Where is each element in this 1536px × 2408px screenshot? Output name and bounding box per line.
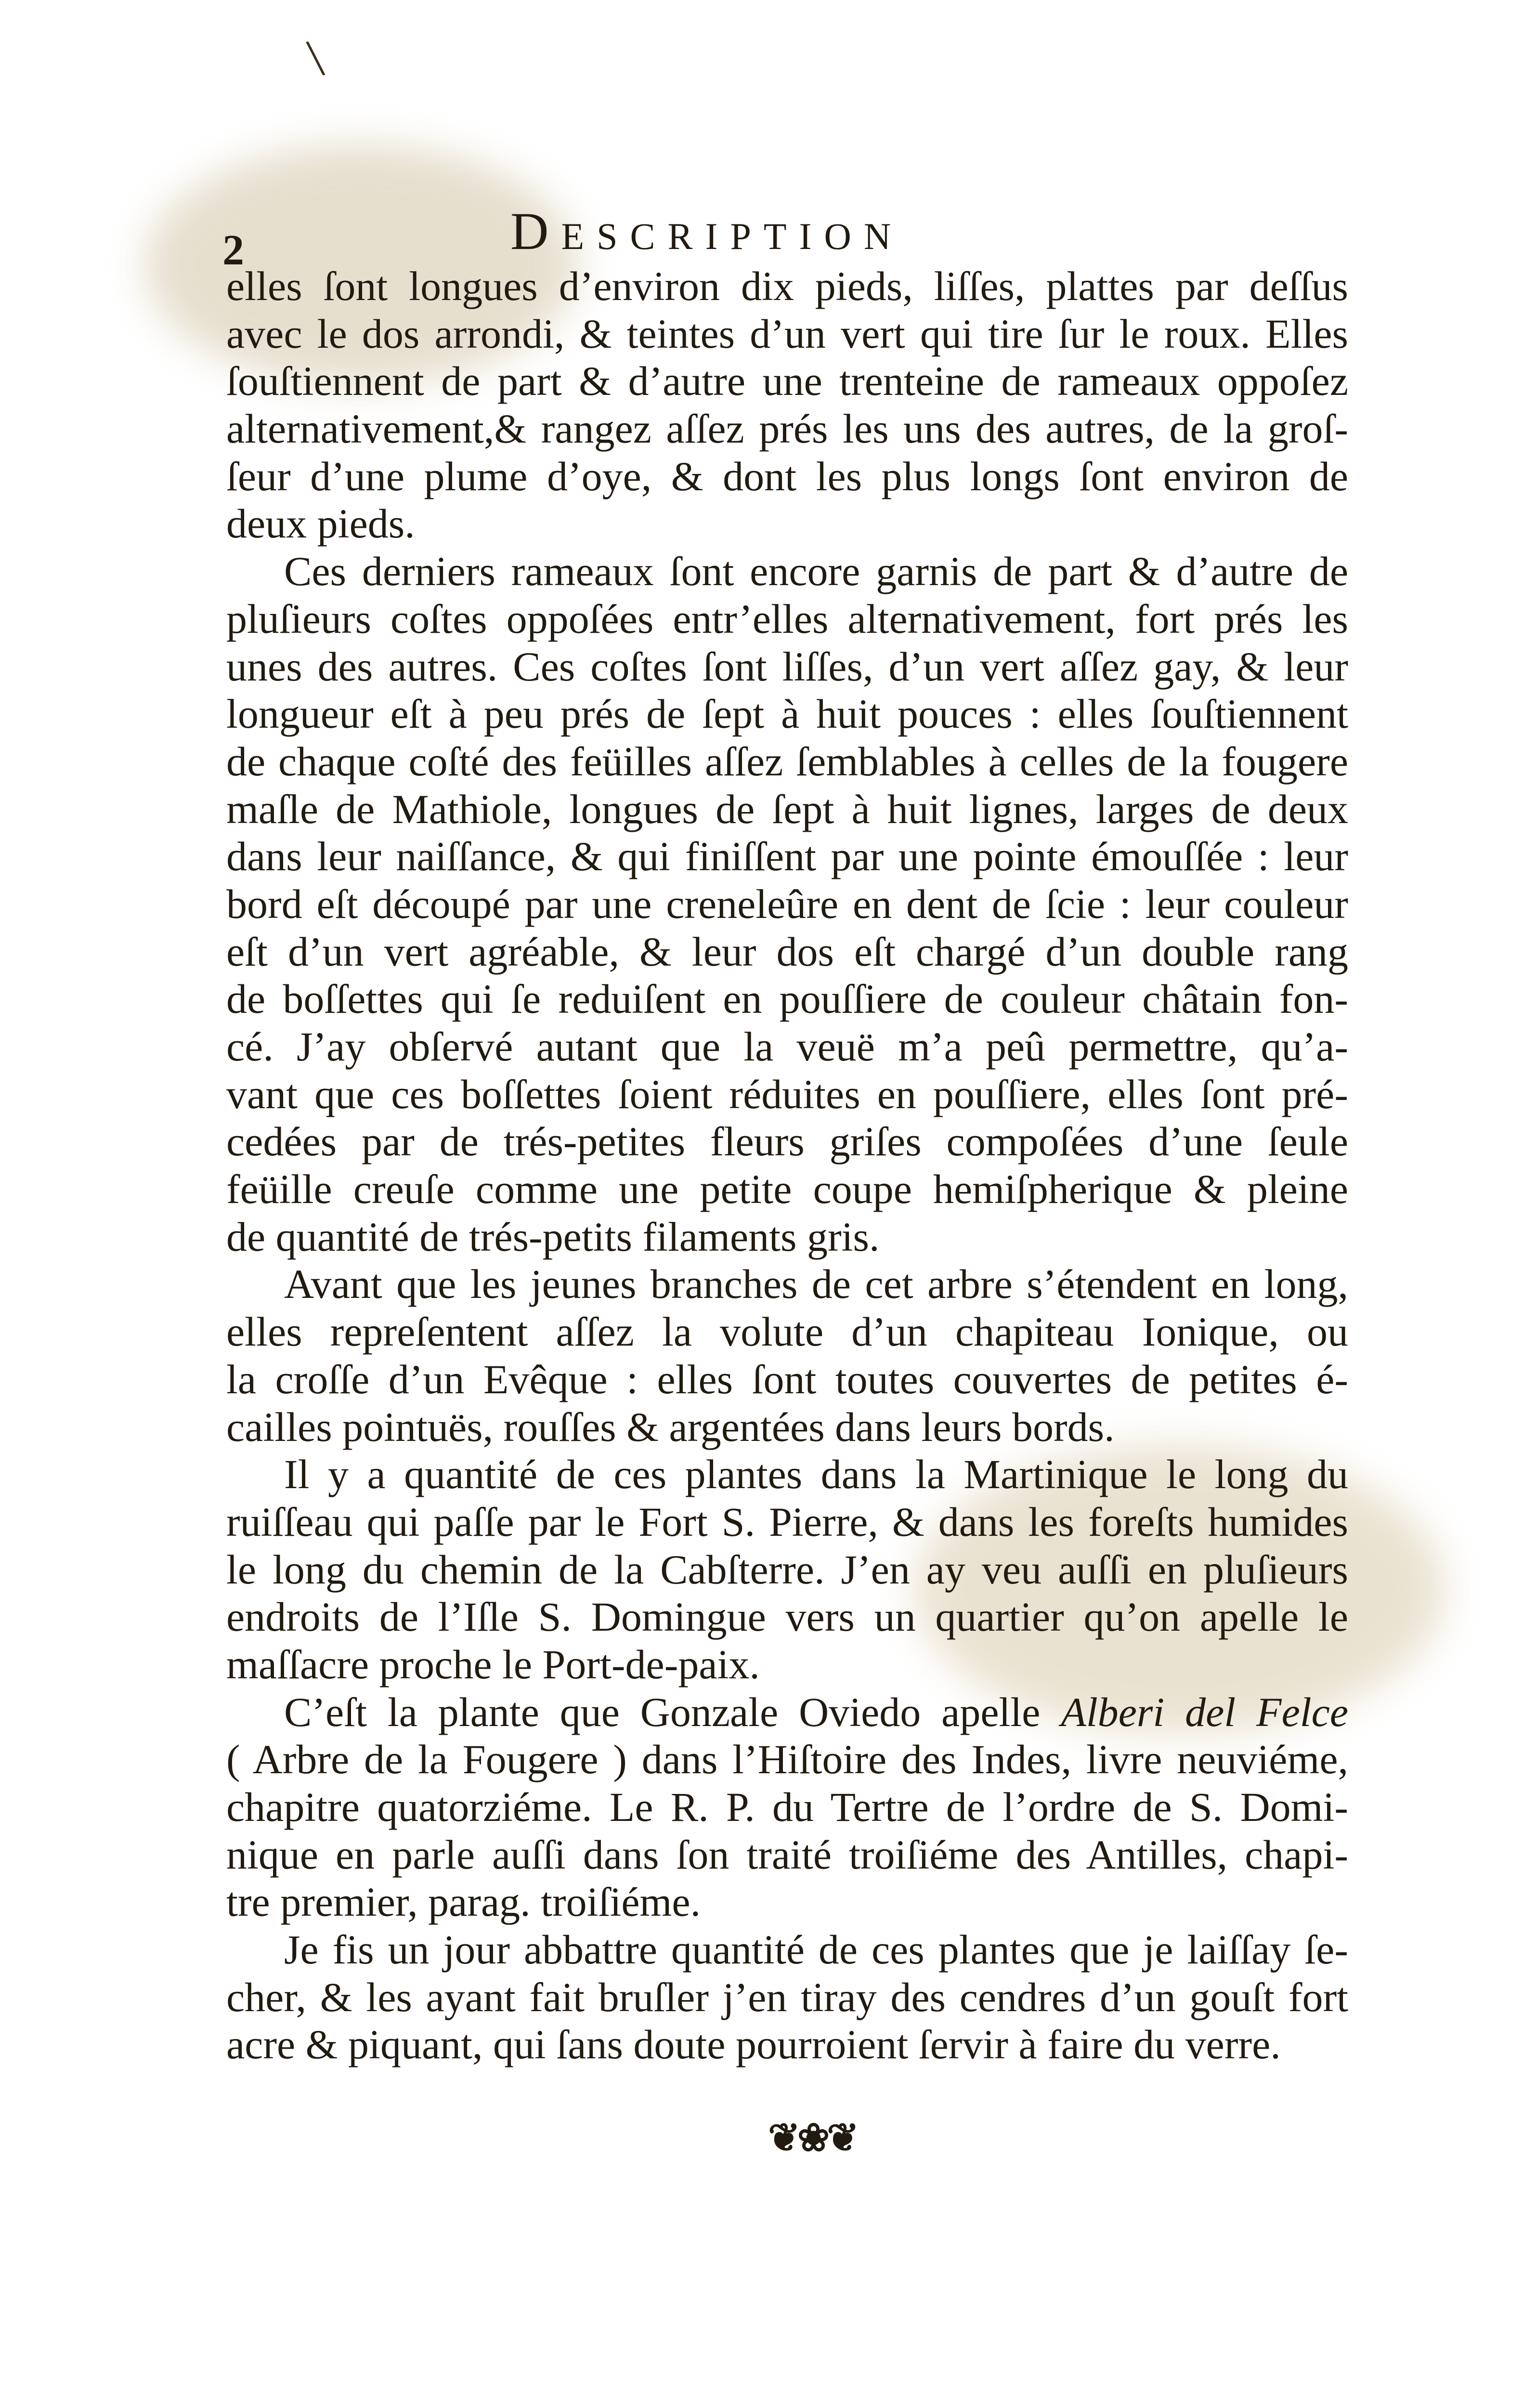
running-head [510,202,903,265]
line-text: ruiſſeau qui paſſe par le Fort S. Pierre, & dans les foreſts humides [226,1498,1348,1545]
text-line [226,548,1348,595]
text-line [226,595,1348,643]
line-text: maſſacre proche le Port-de-paix. [226,1641,760,1688]
line-text: nique en parle auſſi dans ſon traité troiſiéme des Antilles, chapi- [226,1831,1348,1878]
text-line [226,643,1348,691]
line-text: la croſſe d’un Evêque : elles ſont toutes couvertes de petites é- [226,1356,1348,1402]
text-line [226,1783,1348,1831]
text-line [226,357,1348,405]
text-line [226,310,1348,358]
page-number: 2 [222,226,244,274]
line-text: tre premier, parag. troiſiéme. [226,1879,701,1925]
paragraph [226,1688,1348,1926]
line-text: dans leur naiſſance, & qui finiſſent par une pointe émouſſée : leur [226,833,1348,880]
text-line [226,262,1348,310]
text-line [226,1165,1348,1213]
line-text: feüille creuſe comme une petite coupe hemiſpherique & pleine [226,1166,1348,1213]
line-text: avec le dos arrondi, & teintes d’un vert qui tire ſur le roux. Elles [226,310,1348,357]
text-line [226,1118,1348,1165]
text-line [226,1071,1348,1118]
line-text: ſouſtiennent de part & d’autre une trenteine de rameaux oppoſez [226,358,1348,405]
line-text: pluſieurs coſtes oppoſées entr’elles alternativement, fort prés les [226,595,1348,642]
line-text: Je fis un jour abbattre quantité de ces plantes que je laiſſay ſe- [284,1926,1348,1973]
text-line [226,1498,1348,1546]
line-text: cedées par de trés-petites fleurs griſes compoſées d’une ſeule [226,1118,1348,1165]
italic-plant-name: Alberi del Felce [1061,1688,1348,1735]
text-line [226,833,1348,880]
text-line [226,1878,1348,1926]
paragraph [226,1926,1348,2068]
line-text: vant que ces boſſettes ſoient réduites en pouſſiere, elles ſont pré- [226,1071,1348,1117]
body-text [226,262,1348,2068]
line-text: elles ſont longues d’environ dix pieds, liſſes, plattes par deſſus [226,263,1348,309]
text-line [226,1736,1348,1783]
text-line [226,880,1348,928]
text-line [226,1926,1348,1974]
line-text: de boſſettes qui ſe reduiſent en pouſſiere de couleur châtain fon- [226,976,1348,1022]
running-head-rest: ESCRIPTION [561,215,904,257]
text-line [226,500,1348,548]
line-text: deux pieds. [226,500,415,547]
line-text: cher, & les ayant fait bruſler j’en tiray des cendres d’un gouſt fort [226,1974,1348,2020]
line-text: elles repreſentent aſſez la volute d’un chapiteau Ionique, ou [226,1309,1348,1355]
paragraph [226,548,1348,1260]
line-text: eſt d’un vert agréable, & leur dos eſt chargé d’un double rang [226,928,1348,975]
paragraph [226,1260,1348,1451]
line-text: alternativement,& rangez aſſez prés les uns des autres, de la groſ- [226,406,1348,452]
line-text: unes des autres. Ces coſtes ſont liſſes, d’un vert aſſez gay, & leur [226,643,1348,690]
line-text: le long du chemin de la Cabſterre. J’en ay veu auſſi en pluſieurs [226,1546,1348,1593]
line-text: endroits de l’Iſle S. Domingue vers un quartier qu’on apelle le [226,1594,1348,1640]
text-line [226,690,1348,738]
text-line [226,975,1348,1023]
text-line [226,1213,1348,1261]
tailpiece-ornament: ❦❀❦ [768,2117,857,2159]
paragraph [226,1451,1348,1688]
line-text: bord eſt découpé par une creneleûre en dent de ſcie : leur couleur [226,880,1348,927]
text-line [226,1023,1348,1071]
text-line [226,1356,1348,1403]
running-head-initial: D [510,202,561,261]
text-line [226,1451,1348,1498]
line-text: chapitre quatorziéme. Le R. P. du Tertre de l’ordre de S. Domi- [226,1784,1348,1830]
line-text: longueur eſt à peu prés de ſept à huit pouces : elles ſouſtiennent [226,691,1348,737]
text-line [226,928,1348,976]
line-text: maſle de Mathiole, longues de ſept à huit lignes, larges de deux [226,785,1348,832]
line-text: Il y a quantité de ces plantes dans la Martinique le long du [284,1451,1348,1498]
text-line [226,1546,1348,1594]
line-text: ( Arbre de la Fougere ) dans l’Hiſtoire des Indes, livre neuviéme, [226,1736,1348,1783]
text-line [226,1688,1348,1736]
line-text: ſeur d’une plume d’oye, & dont les plus longs ſont environ de [226,453,1348,499]
margin-mark: \ [304,27,327,88]
line-text: de chaque coſté des feüilles aſſez ſemblables à celles de la fougere [226,738,1348,785]
text-line [226,405,1348,453]
line-text: Ces derniers rameaux ſont encore garnis de part & d’autre de [284,548,1348,595]
text-line [226,2021,1348,2068]
line-text: Avant que les jeunes branches de cet arbre s’étendent en long, [284,1261,1348,1308]
text-line [226,453,1348,500]
text-line [226,785,1348,833]
text-line [226,738,1348,785]
line-text: cailles pointuës, rouſſes & argentées dans leurs bords. [226,1403,1115,1450]
text-line [226,1260,1348,1308]
line-text: de quantité de trés-petits filaments gris. [226,1213,880,1260]
text-line [226,1308,1348,1356]
text-line [226,1593,1348,1641]
text-line [226,1641,1348,1688]
paragraph [226,262,1348,548]
text-line [226,1974,1348,2021]
line-text: cé. J’ay obſervé autant que la veuë m’a peû permettre, qu’a- [226,1023,1348,1070]
text-line [226,1403,1348,1451]
text-line [226,1831,1348,1879]
line-text: C’eſt la plante que Gonzale Oviedo apelle [284,1688,1041,1735]
line-text: acre & piquant, qui ſans doute pourroient ſervir à faire du verre. [226,2021,1281,2068]
